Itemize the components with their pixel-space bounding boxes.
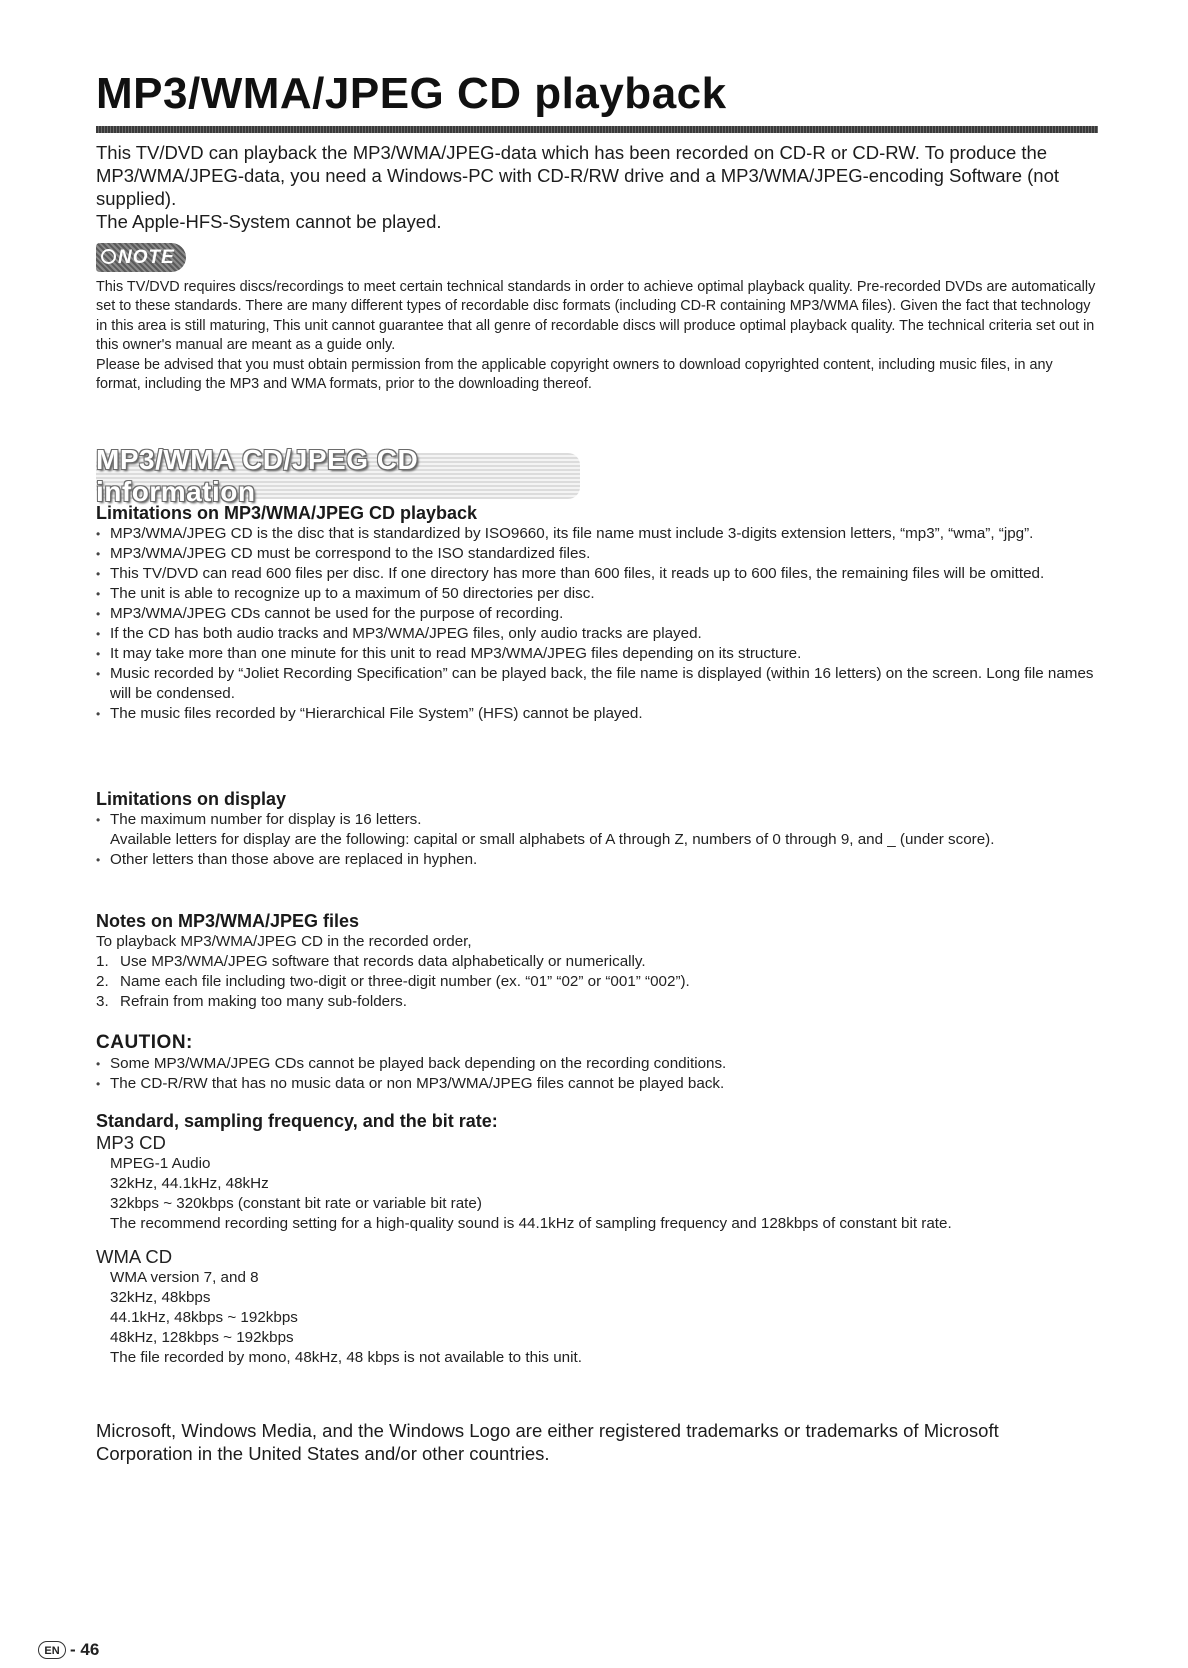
list-item: • The music files recorded by “Hierarchical File System” (HFS) cannot be played. [96, 704, 1100, 724]
section-banner [96, 444, 580, 507]
note-text [96, 278, 1100, 394]
spec-line: 32kbps ~ 320kbps (constant bit rate or variable bit rate) [110, 1195, 482, 1212]
intro-paragraph: The Apple-HFS-System cannot be played. [96, 211, 442, 232]
note-badge [96, 243, 186, 272]
list-item-continued: Available letters for display are the following: capital or small alphabets of A through Z, numbers of 0 through 9, and _ (under score). [110, 831, 995, 848]
note-paragraph: Please be advised that you must obtain permission from the applicable copyright owners to download copyrighted content, including music files, in any format, including the MP3 and WMA formats, prior to the downloading thereof. [96, 356, 1053, 393]
step-number: 3. [96, 993, 109, 1010]
step-text: Name each file including two-digit or three-digit number (ex. “01” “02” or “001” “002”). [120, 973, 690, 990]
notes-files-steps [96, 952, 1100, 1012]
page-number [38, 1640, 99, 1660]
title-rule [96, 126, 1098, 133]
spec-line: 32kHz, 48kbps [110, 1289, 211, 1306]
list-item: • It may take more than one minute for this unit to read MP3/WMA/JPEG files depending on its structure. [96, 644, 1100, 664]
list-item [96, 810, 1100, 850]
list-item: • The unit is able to recognize up to a maximum of 50 directories per disc. [96, 584, 1100, 604]
note-label: NOTE [118, 246, 175, 268]
limitations-display-section [96, 788, 1100, 870]
caution-section [96, 1032, 1100, 1094]
list-item: • MP3/WMA/JPEG CD is the disc that is standardized by ISO9660, its file name must include 3-digits extension letters, “mp3”, “wma”, “jpg”. [96, 524, 1100, 544]
step-text: Refrain from making too many sub-folders. [120, 993, 407, 1010]
intro-paragraph: This TV/DVD can playback the MP3/WMA/JPEG-data which has been recorded on CD-R or CD-RW. To produce the MP3/WMA/JPEG-data, you need a Windows-PC with CD-R/RW drive and a MP3/WMA/JPEG-encoding Software (not supplied). [96, 142, 1060, 209]
list-item: • Some MP3/WMA/JPEG CDs cannot be played back depending on the recording conditions. [96, 1054, 1100, 1074]
spec-line: 32kHz, 44.1kHz, 48kHz [110, 1175, 269, 1192]
page-number-text: - 46 [70, 1640, 100, 1659]
note-icon [101, 249, 116, 264]
note-paragraph: This TV/DVD requires discs/recordings to meet certain technical standards in order to achieve optimal playback quality. Pre-recorded DVDs are automatically set to these standards. There are many different types of recordable disc formats (including CD-R containing MP3/WMA files). Given the fact that technology in this area is still maturing, This unit cannot guarantee that all genre of recordable discs will produce optimal playback quality. The technical criteria set out in this owner's manual are meant as a guide only. [96, 279, 1096, 354]
step-text: Use MP3/WMA/JPEG software that records data alphabetically or numerically. [120, 953, 646, 970]
standard-heading: Standard, sampling frequency, and the bit rate: [96, 1111, 498, 1131]
step-number: 1. [96, 953, 109, 970]
spec-line: The file recorded by mono, 48kHz, 48 kbps is not available to this unit. [110, 1349, 582, 1366]
limitations-playback-heading: Limitations on MP3/WMA/JPEG CD playback [96, 503, 478, 523]
list-item: • MP3/WMA/JPEG CD must be correspond to the ISO standardized files. [96, 544, 1100, 564]
list-item: • This TV/DVD can read 600 files per disc. If one directory has more than 600 files, it reads up to 600 files, the remaining files will be omitted. [96, 564, 1100, 584]
caution-list [96, 1054, 1100, 1094]
caution-heading: CAUTION: [96, 1032, 193, 1053]
section-banner-title: MP3/WMA CD/JPEG CD information [96, 444, 419, 507]
limitations-display-heading: Limitations on display [96, 789, 287, 809]
spec-line: The recommend recording setting for a high-quality sound is 44.1kHz of sampling frequency and 128kbps of constant bit rate. [110, 1215, 952, 1232]
limitations-playback-list [96, 524, 1100, 724]
wma-cd-specs [96, 1268, 1100, 1368]
list-item-text: The maximum number for display is 16 letters. [110, 811, 422, 828]
list-item: • Other letters than those above are replaced in hyphen. [96, 850, 1100, 870]
language-badge: EN [38, 1641, 66, 1659]
mp3-cd-title: MP3 CD [96, 1132, 166, 1153]
standard-section [96, 1110, 1100, 1368]
list-item: • The CD-R/RW that has no music data or non MP3/WMA/JPEG files cannot be played back. [96, 1074, 1100, 1094]
notes-files-section [96, 910, 1100, 1012]
intro-text [96, 141, 1096, 233]
limitations-display-list [96, 810, 1100, 870]
step-item [96, 972, 1100, 992]
wma-cd-title: WMA CD [96, 1246, 173, 1267]
notes-files-heading: Notes on MP3/WMA/JPEG files [96, 911, 360, 931]
spec-line: 44.1kHz, 48kbps ~ 192kbps [110, 1309, 298, 1326]
spec-line: 48kHz, 128kbps ~ 192kbps [110, 1329, 294, 1346]
spec-line: WMA version 7, and 8 [110, 1269, 259, 1286]
step-item [96, 992, 1100, 1012]
list-item: • If the CD has both audio tracks and MP3/WMA/JPEG files, only audio tracks are played. [96, 624, 1100, 644]
step-number: 2. [96, 973, 109, 990]
page-title: MP3/WMA/JPEG CD playback [96, 69, 727, 118]
list-item: • Music recorded by “Joliet Recording Specification” can be played back, the file name is displayed (within 16 letters) on the screen. Long file names will be condensed. [96, 664, 1100, 704]
list-item: • MP3/WMA/JPEG CDs cannot be used for the purpose of recording. [96, 604, 1100, 624]
limitations-playback-section [96, 502, 1100, 724]
mp3-cd-specs [96, 1154, 1100, 1234]
trademark-notice: Microsoft, Windows Media, and the Windows Logo are either registered trademarks or trademarks of Microsoft Corporation in the United States and/or other countries. [96, 1420, 999, 1464]
notes-files-intro: To playback MP3/WMA/JPEG CD in the recorded order, [96, 933, 472, 950]
spec-line: MPEG-1 Audio [110, 1155, 211, 1172]
step-item [96, 952, 1100, 972]
